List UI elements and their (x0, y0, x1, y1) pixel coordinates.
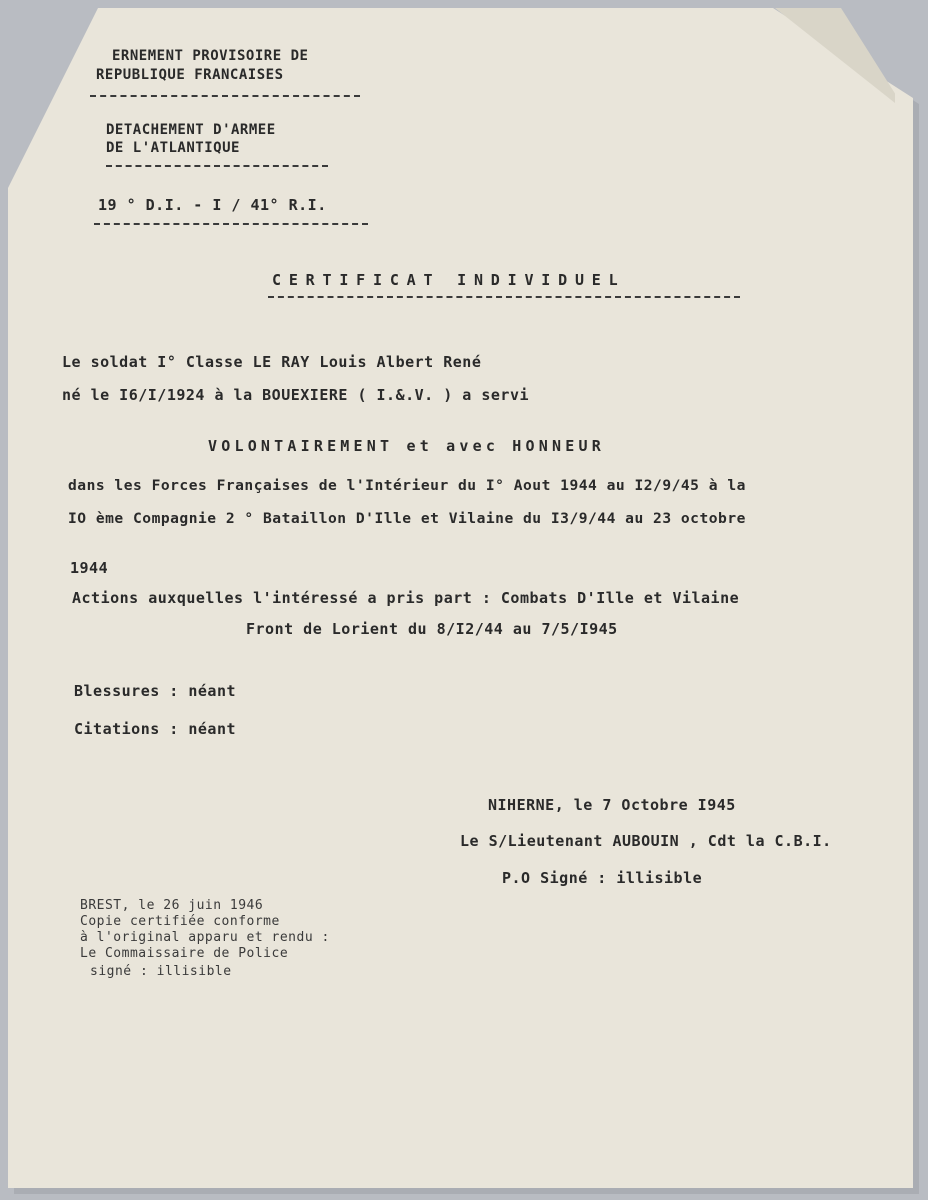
division-underline (94, 223, 368, 225)
copy-line-4: Le Commaissaire de Police (80, 946, 289, 961)
copy-line-2: Copie certifiée conforme (80, 914, 280, 929)
header-line-2: REPUBLIQUE FRANCAISES (96, 67, 284, 83)
service-line-2: IO ème Compagnie 2 ° Bataillon D'Ille et Vilaine du I3/9/44 au 23 octobre (68, 510, 746, 527)
service-line-3: 1944 (70, 559, 109, 577)
front-line: Front de Lorient du 8/I2/44 au 7/5/I945 (246, 620, 618, 638)
signed-line: P.O Signé : illisible (502, 869, 703, 887)
birth-line: né le I6/I/1924 à la BOUEXIERE ( I.&.V. ) a servi (62, 386, 530, 404)
officer-line: Le S/Lieutenant AUBOUIN , Cdt la C.B.I. (460, 832, 832, 850)
wounds-line: Blessures : néant (74, 682, 237, 700)
copy-line-3: à l'original apparu et rendu : (80, 930, 330, 945)
actions-line: Actions auxquelles l'intéressé a pris part : Combats D'Ille et Vilaine (72, 589, 740, 607)
document-title: CERTIFICAT INDIVIDUEL (272, 271, 626, 289)
copy-line-1: BREST, le 26 juin 1946 (80, 898, 264, 913)
place-date: NIHERNE, le 7 Octobre I945 (488, 796, 736, 814)
citations-line: Citations : néant (74, 720, 237, 738)
unit-underline (106, 165, 328, 167)
header-line-1: ERNEMENT PROVISOIRE DE (112, 48, 309, 64)
division-line: 19 ° D.I. - I / 41° R.I. (98, 196, 327, 214)
copy-line-5: signé : illisible (90, 964, 232, 979)
soldier-line: Le soldat I° Classe LE RAY Louis Albert René (62, 353, 482, 371)
unit-line-1: DETACHEMENT D'ARMEE (106, 122, 276, 138)
header-underline (90, 95, 360, 97)
service-line-1: dans les Forces Françaises de l'Intérieur du I° Aout 1944 au I2/9/45 à la (68, 477, 746, 494)
honour-line: VOLONTAIREMENT et avec HONNEUR (208, 437, 605, 455)
unit-line-2: DE L'ATLANTIQUE (106, 140, 240, 156)
title-underline (268, 296, 740, 298)
